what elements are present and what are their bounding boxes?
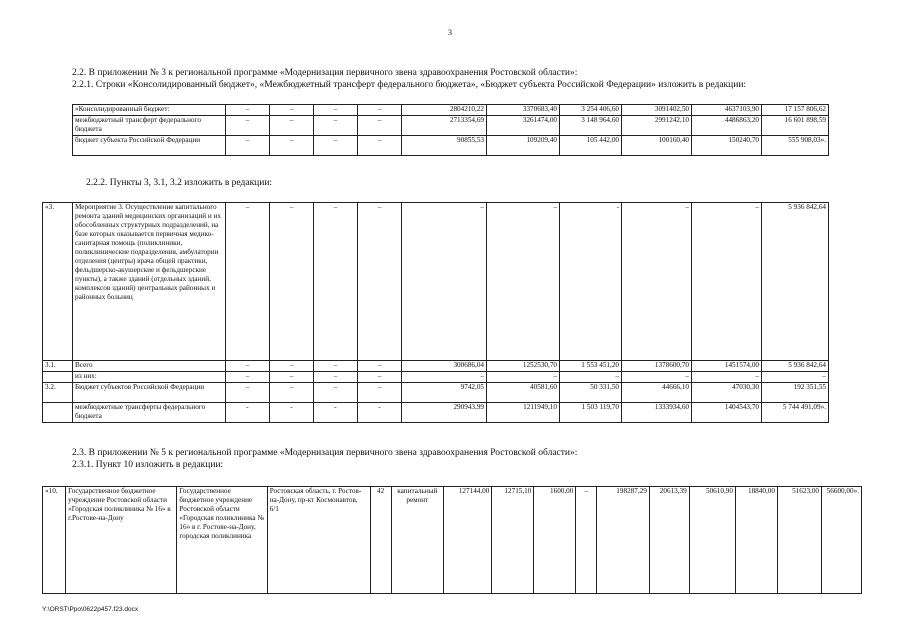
budget-table-1 [72,104,829,156]
value-cell: 56600,00». [822,487,862,594]
value-cell: – [314,203,358,361]
value-cell: 3261474,00 [487,116,560,136]
value-cell: 40581,60 [487,383,560,403]
value-cell: 17 157 806,62 [762,105,829,116]
value-cell: 1 503 119,70 [560,403,622,423]
value-cell: – [622,203,692,361]
row-label: Всего [73,361,226,372]
value-cell: – [314,136,358,156]
value-cell: 1378600,70 [622,361,692,372]
value-cell: – [314,372,358,383]
value-cell: 3091402,50 [622,105,692,116]
value-cell: 1 553 451,20 [560,361,622,372]
value-cell: – [358,116,402,136]
value-cell: – [270,203,314,361]
value-cell: 192 351,55 [762,383,829,403]
row-number: «10. [43,487,66,594]
value-cell: – [226,361,270,372]
value-cell: – [358,203,402,361]
value-cell: 555 908,03». [762,136,829,156]
value-cell: 1600,00 [534,487,576,594]
value-cell: – [270,372,314,383]
value-cell: – [270,105,314,116]
value-cell: 198287,29 [597,487,649,594]
value-cell: – [226,203,270,361]
page-number: 3 [448,28,452,37]
value-cell: 2804210,22 [402,105,487,116]
value-cell: 290943,99 [402,403,487,423]
row-number: «3. [43,203,73,361]
value-cell: – [358,361,402,372]
value-cell: 1333934,60 [622,403,692,423]
value-cell: 4486863,20 [692,116,762,136]
value-cell: – [270,361,314,372]
value-cell: 3370683,40 [487,105,560,116]
value-cell: – [358,136,402,156]
value-cell: 20613,39 [649,487,689,594]
value-cell: – [692,203,762,361]
footer-file-path: Y:\ORST\Ppo\0622p457.f23.docx [42,606,139,613]
value-cell: – [358,105,402,116]
value-cell: – [762,372,829,383]
value-cell: 51623,00 [777,487,821,594]
code: 42 [370,487,391,594]
table-row [43,487,862,594]
value-cell: – [358,383,402,403]
value-cell: – [358,372,402,383]
value-cell: – [226,383,270,403]
table-row [43,403,829,423]
value-cell: 9742,05 [402,383,487,403]
row-label: Мероприятие 3. Осуществление капитального ремонта зданий медицинских организаций и их обособленных структурных подразделений, на базе которых оказывается первичная медико-санитарная помощь (поликлиники, поликлинические подразделения, амбулатории отделения (центры) врача общей практики, фельдшерско-акушерские и фельдшерские пункты), а также зданий (отдельных зданий, комплексов зданий) центральных районных и районных больниц [73,203,226,361]
value-cell: 1451574,00 [692,361,762,372]
table-row [73,116,829,136]
value-cell: – [314,105,358,116]
table-row [73,136,829,156]
value-cell: – [270,136,314,156]
value-cell: - [314,403,358,423]
heading-2-2-1: 2.2.1. Строки «Консолидированный бюджет», «Межбюджетный трансферт федерального бюджета», «Бюджет субъекта Российской Федерации» изложить в редакции: [72,80,747,90]
value-cell: – [226,105,270,116]
value-cell: – [226,116,270,136]
value-cell: – [270,116,314,136]
value-cell: 5 936 842,64 [762,203,829,361]
value-cell: – [402,372,487,383]
row-number [43,372,73,383]
value-cell: - [560,203,622,361]
value-cell: – [487,203,560,361]
heading-2-2-2: 2.2.2. Пункты 3, 3.1, 3.2 изложить в редакции: [86,178,273,188]
work-type: капитальный ремонт [391,487,443,594]
value-cell: – [314,383,358,403]
value-cell: - [226,403,270,423]
value-cell: 1252530,70 [487,361,560,372]
value-cell: 5 936 842,64 [762,361,829,372]
table-row [43,383,829,403]
value-cell: 47030,30 [692,383,762,403]
value-cell: 50610,90 [689,487,735,594]
value-cell: - [358,403,402,423]
value-cell: – [622,372,692,383]
value-cell: 16 601 898,59 [762,116,829,136]
value-cell: – [314,361,358,372]
heading-2-2: 2.2. В приложении № 3 к региональной программе «Модернизация первичного звена здравоохранения Ростовской области»: [72,68,578,78]
object-table [42,486,862,594]
value-cell: 300686,04 [402,361,487,372]
value-cell: – [270,383,314,403]
organization-name: Государственное бюджетное учреждение Ростовской области «Городская поликлиника № 16» в г.Ростове-на-Дону [66,487,177,594]
value-cell: – [226,136,270,156]
value-cell: 44666,10 [622,383,692,403]
value-cell: 105 442,00 [560,136,622,156]
value-cell: – [314,116,358,136]
row-label: Бюджет субъектов Российской Федерации [73,383,226,403]
value-cell: 12715,10 [492,487,534,594]
value-cell: – [560,372,622,383]
value-cell: 50 331,50 [560,383,622,403]
row-label: из них: [73,372,226,383]
value-cell: 2991242,10 [622,116,692,136]
value-cell: 3 148 964,60 [560,116,622,136]
table-row [73,105,829,116]
value-cell: – [226,372,270,383]
address: Ростовская область, г. Ростов-на-Дону, пр-кт Космонавтов, 6/1 [267,487,370,594]
value-cell: 127144,00 [444,487,492,594]
row-label: «Консолидированный бюджет: [73,105,226,116]
table-row [43,361,829,372]
value-cell: 90855,53 [402,136,487,156]
measures-table [42,202,829,423]
row-number: 3.1. [43,361,73,372]
table-row [43,372,829,383]
value-cell: 18840,00 [735,487,777,594]
value-cell: 5 744 491,09». [762,403,829,423]
value-cell: – [692,372,762,383]
organization-full-name: Государственное бюджетное учреждение Ростовской области «Городская поликлиника № 16» в г. Ростове-на-Дону, городская поликлиника [177,487,267,594]
value-cell: – [487,372,560,383]
heading-2-3: 2.3. В приложении № 5 к региональной программе «Модернизация первичного звена здравоохранения Ростовской области»: [72,448,578,458]
row-number [43,403,73,423]
value-cell: 1404543,70 [692,403,762,423]
row-number: 3.2. [43,383,73,403]
value-cell: 4637103,90 [692,105,762,116]
value-cell: 2713354,69 [402,116,487,136]
value-cell: 3 254 406,60 [560,105,622,116]
heading-2-3-1: 2.3.1. Пункт 10 изложить в редакции: [72,460,224,470]
value-cell: 109209,40 [487,136,560,156]
row-label: бюджет субъекта Российской Федерации [73,136,226,156]
value-cell: – [576,487,597,594]
value-cell: 1211949,10 [487,403,560,423]
value-cell: - [270,403,314,423]
table-row [43,203,829,361]
value-cell: – [402,203,487,361]
value-cell: 100160,40 [622,136,692,156]
row-label: межбюджетный трансферт федерального бюджета [73,116,226,136]
row-label: межбюджетные трансферты федерального бюджета [73,403,226,423]
value-cell: 150240,70 [692,136,762,156]
